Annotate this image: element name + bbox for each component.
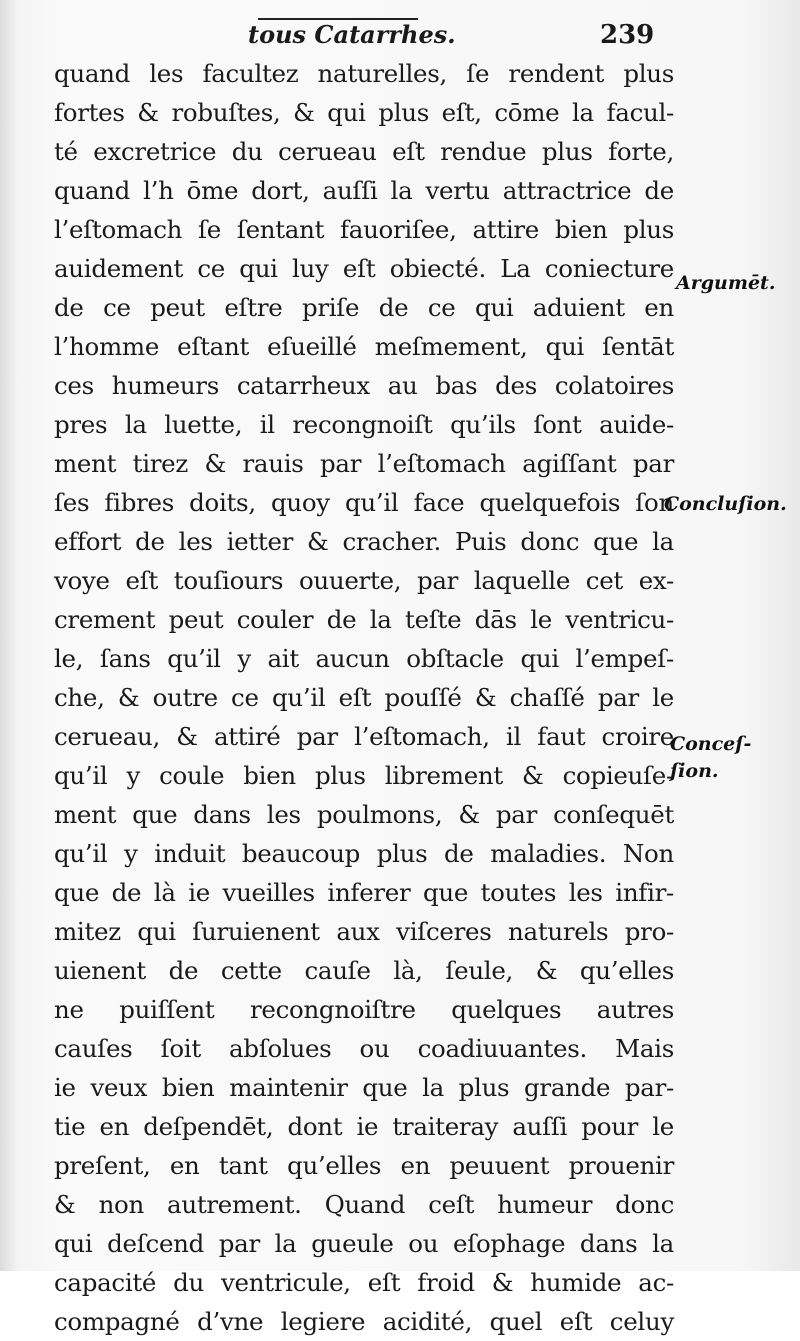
text-line: quand les facultez naturelles, ſe rendent plus <box>54 59 674 88</box>
margin-note-concession-1: Conceſ- <box>670 733 752 755</box>
text-line: le, ſans qu’il y ait aucun obſtacle qui l’empeſ- <box>54 644 674 673</box>
text-line: que de là ie vueilles inferer que toutes les infir- <box>54 878 674 907</box>
text-line: quand l’h ōme dort, auſſi la vertu attractrice de <box>54 176 674 205</box>
text-line: auidement ce qui luy eſt obiecté. La coniecture <box>54 254 674 283</box>
text-line: fortes & robuſtes, & qui plus eſt, cōme la facul- <box>54 98 674 127</box>
text-line: qui deſcend par la gueule ou eſophage dans la <box>54 1229 674 1258</box>
text-line: l’eſtomach ſe ſentant fauoriſee, attire bien plus <box>54 215 674 244</box>
text-line: & non autrement. Quand ceſt humeur donc <box>54 1190 674 1219</box>
text-line: ſes fibres doits, quoy qu’il face quelquefois ſon <box>54 488 674 517</box>
text-line: ne puiſſent recongnoiſtre quelques autres <box>54 995 674 1024</box>
text-line: crement peut couler de la teſte dās le ventricu- <box>54 605 674 634</box>
text-line: pres la luette, il recongnoiſt qu’ils ſont auide- <box>54 410 674 439</box>
text-line: voye eſt touſiours ouuerte, par laquelle cet ex- <box>54 566 674 595</box>
text-line: compagné d’vne legiere acidité, quel eſt celuy <box>54 1307 674 1336</box>
page-number: 239 <box>600 20 655 50</box>
text-line: uienent de cette cauſe là, ſeule, & qu’elles <box>54 956 674 985</box>
body-text <box>54 54 674 1341</box>
text-line: preſent, en tant qu’elles en peuuent prouenir <box>54 1151 674 1180</box>
text-line: che, & outre ce qu’il eſt pouſſé & chaſſé par le <box>54 683 674 712</box>
text-line: cauſes ſoit abſolues ou coadiuuantes. Mais <box>54 1034 674 1063</box>
text-line: ces humeurs catarrheux au bas des colatoires <box>54 371 674 400</box>
text-line: ie veux bien maintenir que la plus grande par- <box>54 1073 674 1102</box>
text-line: mitez qui ſuruienent aux viſceres naturels pro- <box>54 917 674 946</box>
text-line: qu’il y induit beaucoup plus de maladies. Non <box>54 839 674 868</box>
text-line: ment tirez & rauis par l’eſtomach agiſſant par <box>54 449 674 478</box>
text-line: effort de les ietter & cracher. Puis donc que la <box>54 527 674 556</box>
text-line: ment que dans les poulmons, & par conſequēt <box>54 800 674 829</box>
text-line: l’homme eſtant eſueillé meſmement, qui ſentāt <box>54 332 674 361</box>
margin-note-concession-2: ſion. <box>670 760 719 782</box>
margin-note-conclusion: Concluſion. <box>664 493 787 515</box>
running-title: tous Catarrhes. <box>248 20 456 49</box>
text-line: cerueau, & attiré par l’eſtomach, il faut croire <box>54 722 674 751</box>
text-line: tie en deſpendēt, dont ie traiteray auſſi pour le <box>54 1112 674 1141</box>
margin-note-argument: Argumēt. <box>676 272 776 294</box>
text-line: té excretrice du cerueau eſt rendue plus forte, <box>54 137 674 166</box>
text-line: qu’il y coule bien plus librement & copieuſe- <box>54 761 674 790</box>
text-line: de ce peut eſtre priſe de ce qui aduient en <box>54 293 674 322</box>
text-line: capacité du ventricule, eſt froid & humide ac- <box>54 1268 674 1297</box>
